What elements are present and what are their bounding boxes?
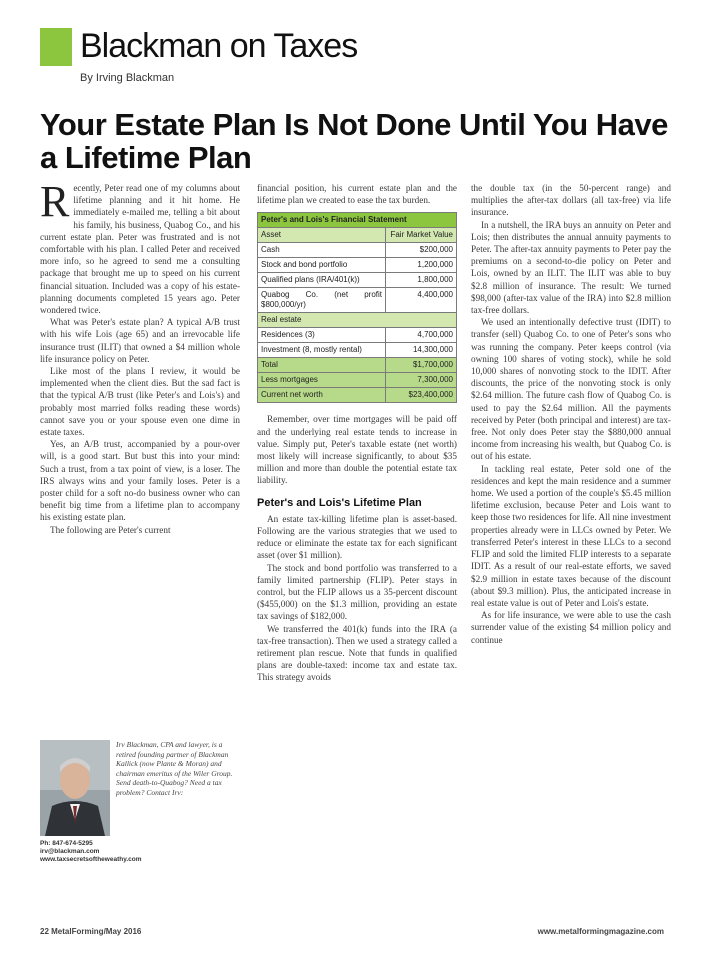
header-accent-bar <box>40 28 72 66</box>
table-row-mortgages: Less mortgages 7,300,000 <box>258 373 457 388</box>
paragraph: The following are Peter's current <box>50 524 171 535</box>
table-row-total: Total $1,700,000 <box>258 358 457 373</box>
author-phone: Ph: 847-674-5295 <box>40 840 93 847</box>
footer-website[interactable]: www.metalformingmagazine.com <box>537 927 664 936</box>
paragraph: In a nutshell, the IRA buys an annuity on Peter and Lois; then distributes the annual annuity payments to Peter. The after-tax annuity payments to Peter pay the premiums on a second-to-die policy on Peter and Lois, owned by an ILIT. The ILIT was able to buy $2.8 million of insurance. The result: We turned $98,000 (after-tax value of the IRA) into $2.8 million tax-free dollars. <box>471 219 671 316</box>
byline: By Irving Blackman <box>80 72 175 84</box>
paragraph: What was Peter's estate plan? A typical A/B trust with his wife Lois (age 65) and an irrevocable life insurance trust (ILIT) that owned a $4 million whole life insurance policy on Peter. <box>40 317 240 364</box>
paragraph: The stock and bond portfolio was transferred to a family limited partnership (FLIP). Peter stays in control, but the FLIP allows us a 35-percent discount ($455,000) on the $1.3 million, providing an estate tax savings of $182,000. <box>257 562 457 622</box>
paragraph: Recently, Peter read one of my columns about lifetime planning and it hit home. He immediately e-mailed me, telling a bit about his family, his business, Quabog Co., and his current estate plan. Peter was frustrated and is not comfortable with his plan. I called Peter and received more info, so he agreed to send me a consulting package that brought me up to speed on his current financial situation. Included was a copy of his estate-planning documents completed 15 years ago. Peter wondered twice. <box>40 177 240 316</box>
section-subhead: Peter's and Lois's Lifetime Plan <box>257 496 422 509</box>
financial-statement-table <box>257 212 457 403</box>
author-contact <box>40 840 142 864</box>
author-website[interactable]: www.taxsecretsoftheweathy.com <box>40 856 142 863</box>
footer-page-info: 22 MetalForming/May 2016 <box>40 927 142 936</box>
column-title: Blackman on Taxes <box>80 27 358 65</box>
paragraph: We used an intentionally defective trust (IDIT) to transfer (sell) Quabog Co. to one of Peter's sons who was running the company. Peter keeps control (via owning 100 shares of voting stock), while he sold 10,000 shares of nonvoting stock to the IDIT. After discounts, the price of the nonvoting stock is only $2.64 million. The future cash flow of Quabog Co. is used to pay the $2.64 million. All the payments received by Peter (both principal and interest) are tax-free. Not only does Peter stay the $880,000 annual income from increasing his wealth, but Quabog Co. is out of his estate. <box>471 317 671 462</box>
author-photo <box>40 740 110 836</box>
table-row: Residences (3) 4,700,000 <box>258 328 457 343</box>
article-column-2 <box>257 182 457 684</box>
author-email[interactable]: irv@blackman.com <box>40 848 100 855</box>
article-column-1 <box>40 177 240 536</box>
table-row: Qualified plans (IRA/401(k)) 1,800,000 <box>258 273 457 288</box>
author-bio: Irv Blackman, CPA and lawyer, is a retired founding partner of Blackman Kallick (now Plante & Moran) and chairman emeritus of the Wiler Group. Send death-to-Quabog? Need a tax problem? Contact Irv: <box>116 740 233 797</box>
table-header-value: Fair Market Value <box>386 228 457 243</box>
table-row: Cash $200,000 <box>258 243 457 258</box>
paragraph: Like most of the plans I review, it would be implemented when the client dies. But the sad fact is that the typical A/B trust (like Peter's and Lois's) and probably most married folks reading these words) cannot save you or your spouse even one dime in estate taxes. <box>40 366 240 438</box>
table-title: Peter's and Lois's Financial Statement <box>258 213 457 228</box>
table-row: Quabog Co. (net profit $800,000/yr) 4,400,000 <box>258 288 457 313</box>
paragraph: Remember, over time mortgages will be paid off and the underlying real estate tends to increase in value. Simply put, Peter's taxable estate (net worth) most likely will increase significantly, to about $35 million and more than double the potential estate tax liability. <box>257 414 457 486</box>
table-row: Investment (8, mostly rental) 14,300,000 <box>258 343 457 358</box>
paragraph: In tackling real estate, Peter sold one of the residences and kept the main residence and a summer home. We used a portion of the couple's $5.45 million lifetime exclusion, because Peter and Lois want to keep those two residences for life. All nine investment properties already were in LLCs owned by Peter. We transferred Peter's interest in these LLCs to a second FLIP and sold the limited FLIP interests to a separate IDIT. As a result of our real-estate efforts, we saved $2.9 million in estate taxes because of the discount (about $9.3 million). Plus, the anticipated increase in real estate value is out of Peter and Lois's estate. <box>471 463 671 608</box>
paragraph: financial position, his current estate plan and the lifetime plan we created to ease the tax burden. <box>257 183 457 206</box>
paragraph: An estate tax-killing lifetime plan is asset-based. Following are the various strategies that we used to reduce or eliminate the estate tax for each significant asset (over $1 million). <box>257 513 457 561</box>
paragraph: We transferred the 401(k) funds into the IRA (a tax-free transaction). Then we used a strategy called a retirement plan rescue. Note that funds in qualified plans are double-taxed: income tax and estate tax. This strategy avoids <box>257 623 457 683</box>
headline: Your Estate Plan Is Not Done Until You Have a Lifetime Plan <box>40 107 668 175</box>
table-row-networth: Current net worth $23,400,000 <box>258 388 457 403</box>
table-section-label: Real estate <box>258 313 457 328</box>
drop-cap: R <box>40 177 70 226</box>
paragraph: As for life insurance, we were able to use the cash surrender value of the existing $4 million policy and continue <box>471 610 671 645</box>
paragraph: Yes, an A/B trust, accompanied by a pour-over will, is a good start. But bust this into your mind: Such a trust, from a tax point of view, is a loser. The IRS always wins and your family loses. Peter is a poster child for a soft no-do business owner who can benefit big time from a lifetime plan to accompany his existing estate plan. <box>40 439 240 523</box>
author-box <box>40 740 240 863</box>
table-row: Stock and bond portfolio 1,200,000 <box>258 258 457 273</box>
table-header-asset: Asset <box>258 228 386 243</box>
article-column-3 <box>471 182 671 646</box>
paragraph: the double tax (in the 50-percent range) and multiplies the after-tax dollars (all tax-free) via life insurance. <box>471 183 671 218</box>
